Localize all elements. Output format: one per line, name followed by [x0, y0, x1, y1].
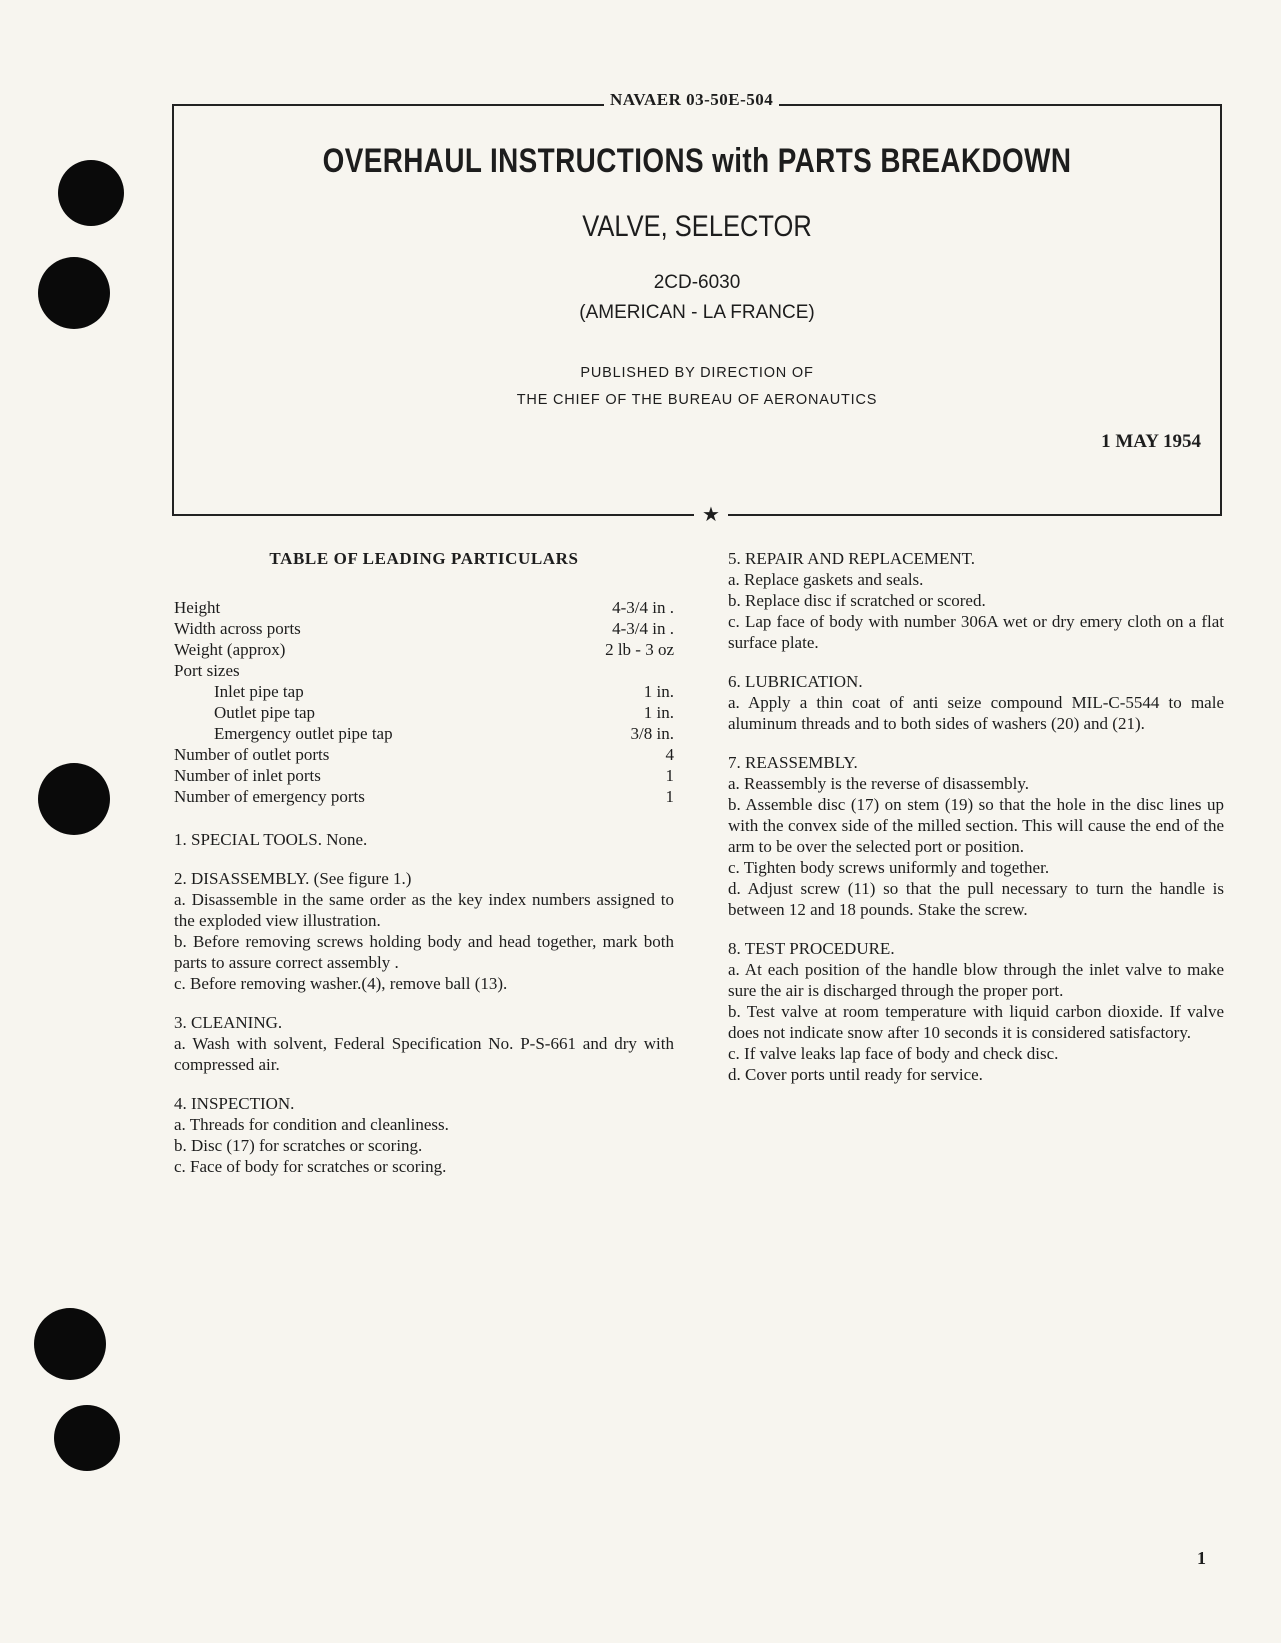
section-test-procedure	[728, 938, 1224, 1085]
section-item: b. Replace disc if scratched or scored.	[728, 591, 986, 610]
row-value: 3/8 in.	[630, 724, 674, 743]
document-subject: VALVE, SELECTOR	[582, 210, 812, 243]
row-value: 4	[665, 745, 674, 764]
row-label: Width across ports	[174, 619, 301, 638]
section-lubrication	[728, 671, 1224, 734]
row-label: Port sizes	[174, 661, 240, 680]
section-heading: 3. CLEANING.	[174, 1013, 283, 1032]
section-disassembly	[174, 868, 674, 994]
particulars-title: TABLE OF LEADING PARTICULARS	[269, 549, 579, 568]
star-divider-icon: ★	[694, 503, 728, 527]
section-item: a. Disassemble in the same order as the key index numbers assigned to the exploded view illustration.	[174, 890, 674, 930]
section-heading: 2. DISASSEMBLY. (See figure 1.)	[174, 869, 412, 888]
section-item: b. Before removing screws holding body and head together, mark both parts to assure correct assembly .	[174, 932, 674, 972]
row-label: Height	[174, 598, 221, 617]
table-row	[174, 597, 674, 618]
section-item: a. Threads for condition and cleanliness.	[174, 1115, 449, 1134]
row-value: 1	[665, 766, 674, 785]
section-item: b. Disc (17) for scratches or scoring.	[174, 1136, 423, 1155]
row-value: 2 lb - 3 oz	[605, 640, 674, 659]
binder-hole	[54, 1405, 120, 1471]
section-heading: 1. SPECIAL TOOLS. None.	[174, 830, 368, 849]
section-item: c. Lap face of body with number 306A wet or dry emery cloth on a flat surface plate.	[728, 612, 1224, 652]
particulars-table	[174, 597, 674, 807]
section-item: a. Replace gaskets and seals.	[728, 570, 924, 589]
section-item: c. Face of body for scratches or scoring.	[174, 1157, 447, 1176]
right-column	[728, 548, 1224, 1085]
section-item: a. At each position of the handle blow through the inlet valve to make sure the air is discharged through the proper port.	[728, 960, 1224, 1000]
page-number: 1	[1197, 1548, 1206, 1568]
section-heading: 7. REASSEMBLY.	[728, 753, 858, 772]
row-value: 1 in.	[643, 682, 674, 701]
row-label: Outlet pipe tap	[214, 703, 316, 722]
table-row	[174, 744, 674, 765]
section-item: b. Test valve at room temperature with liquid carbon dioxide. If valve does not indicate snow after 10 seconds it is considered satisfactory.	[728, 1002, 1224, 1042]
row-label: Number of inlet ports	[174, 766, 321, 785]
section-inspection	[174, 1093, 674, 1177]
section-cleaning	[174, 1012, 674, 1075]
section-item: a. Apply a thin coat of anti seize compound MIL-C-5544 to male aluminum threads and to both sides of washers (20) and (21).	[728, 693, 1224, 733]
section-item: a. Wash with solvent, Federal Specification No. P-S-661 and dry with compressed air.	[174, 1034, 674, 1074]
section-item: b. Assemble disc (17) on stem (19) so that the hole in the disc lines up with the convex side of the milled section. This will cause the end of the arm to be over the selected port or position.	[728, 795, 1224, 856]
section-special-tools	[174, 829, 674, 850]
model-number: 2CD-6030	[653, 272, 741, 293]
row-label: Number of emergency ports	[174, 787, 365, 806]
section-item: c. If valve leaks lap face of body and check disc.	[728, 1044, 1059, 1063]
publication-date: 1 MAY 1954	[1101, 431, 1201, 452]
published-line-1: PUBLISHED BY DIRECTION OF	[580, 365, 814, 381]
row-label: Number of outlet ports	[174, 745, 330, 764]
table-row	[174, 723, 674, 744]
section-item: a. Reassembly is the reverse of disassembly.	[728, 774, 1030, 793]
row-value: 1 in.	[643, 703, 674, 722]
table-row	[174, 786, 674, 807]
row-label: Inlet pipe tap	[214, 682, 304, 701]
published-line-2: THE CHIEF OF THE BUREAU OF AERONAUTICS	[516, 392, 878, 408]
row-value: 1	[665, 787, 674, 806]
row-value: 4-3/4 in .	[612, 619, 674, 638]
table-row	[174, 681, 674, 702]
table-row	[174, 765, 674, 786]
section-item: c. Before removing washer.(4), remove ball (13).	[174, 974, 508, 993]
binder-hole	[38, 763, 110, 835]
manufacturer: (AMERICAN - LA FRANCE)	[579, 302, 815, 323]
left-column	[174, 548, 674, 1177]
section-heading: 6. LUBRICATION.	[728, 672, 863, 691]
row-value: 4-3/4 in .	[612, 598, 674, 617]
document-title: OVERHAUL INSTRUCTIONS with PARTS BREAKDOWN	[322, 142, 1072, 180]
section-item: c. Tighten body screws uniformly and together.	[728, 858, 1050, 877]
section-repair	[728, 548, 1224, 653]
row-label: Weight (approx)	[174, 640, 286, 659]
table-row	[174, 618, 674, 639]
section-heading: 8. TEST PROCEDURE.	[728, 939, 895, 958]
section-item: d. Cover ports until ready for service.	[728, 1065, 983, 1084]
table-row	[174, 702, 674, 723]
binder-hole	[38, 257, 110, 329]
row-label: Emergency outlet pipe tap	[214, 724, 393, 743]
section-heading: 4. INSPECTION.	[174, 1094, 295, 1113]
section-item: d. Adjust screw (11) so that the pull necessary to turn the handle is between 12 and 18 pounds. Stake the screw.	[728, 879, 1224, 919]
document-number: NAVAER 03-50E-504	[604, 90, 779, 110]
binder-hole	[58, 160, 124, 226]
table-row	[174, 660, 674, 681]
table-row	[174, 639, 674, 660]
section-reassembly	[728, 752, 1224, 920]
binder-hole	[34, 1308, 106, 1380]
section-heading: 5. REPAIR AND REPLACEMENT.	[728, 549, 975, 568]
